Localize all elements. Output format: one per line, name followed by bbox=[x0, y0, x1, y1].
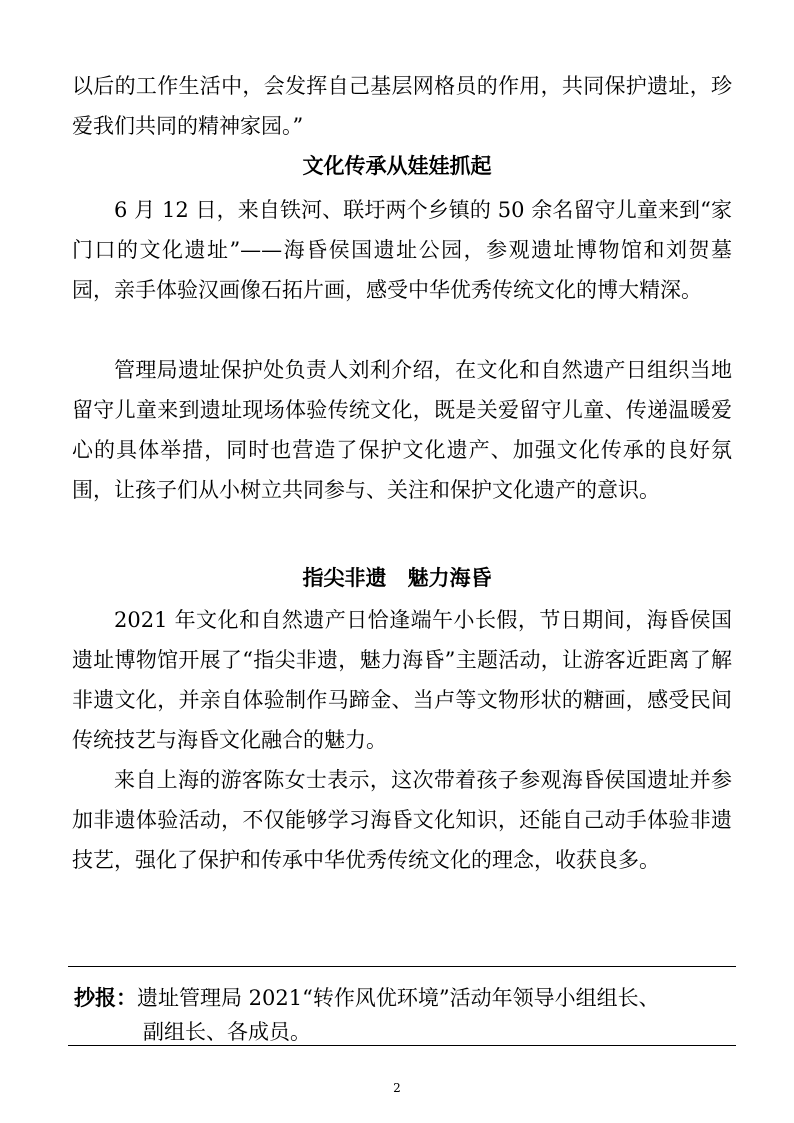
paragraph-visitor-quote: 来自上海的游客陈女士表示，这次带着孩子参观海昏侯国遗址并参加非遗体验活动，不仅能够学习海昏文化知识，还能自己动手体验非遗技艺，强化了保护和传承中华优秀传统文化的理念，收获良多。 bbox=[72, 768, 732, 872]
cc-recipients-line2: 副组长、各成员。 bbox=[143, 1020, 311, 1044]
paragraph-children-visit: 6 月 12 日，来自铁河、联圩两个乡镇的 50 余名留守儿童来到“家门口的文化遗址”——海昏侯国遗址公园，参观遗址博物馆和刘贺墓园，亲手体验汉画像石拓片画，感受中华优秀传统文化的博大精深。 bbox=[72, 198, 732, 302]
section-heading-intangible-heritage: 指尖非遗 魅力海昏 bbox=[302, 566, 492, 590]
section-heading-culture-inheritance: 文化传承从娃娃抓起 bbox=[302, 154, 492, 178]
top-divider bbox=[68, 966, 736, 967]
continuation-paragraph: 以后的工作生活中，会发挥自己基层网格员的作用，共同保护遗址，珍爱我们共同的精神家园。” bbox=[72, 74, 732, 138]
paragraph-management-intro: 管理局遗址保护处负责人刘利介绍，在文化和自然遗产日组织当地留守儿童来到遗址现场体验传统文化，既是关爱留守儿童、传递温暖爱心的具体举措，同时也营造了保护文化遗产、加强文化传承的良好氛围，让孩子们从小树立共同参与、关注和保护文化遗产的意识。 bbox=[72, 358, 732, 502]
cc-label: 抄报： bbox=[74, 986, 137, 1010]
paragraph-heritage-day-activity: 2021 年文化和自然遗产日恰逢端午小长假，节日期间，海昏侯国遗址博物馆开展了“指尖非遗，魅力海昏”主题活动，让游客近距离了解非遗文化，并亲自体验制作马蹄金、当卢等文物形状的糖画，感受民间传统技艺与海昏文化融合的魅力。 bbox=[72, 608, 732, 752]
page-number: 2 bbox=[393, 1081, 401, 1095]
cc-recipients-line1: 遗址管理局 2021“转作风优环境”活动年领导小组组长、 bbox=[137, 986, 660, 1010]
bottom-divider bbox=[68, 1045, 736, 1046]
